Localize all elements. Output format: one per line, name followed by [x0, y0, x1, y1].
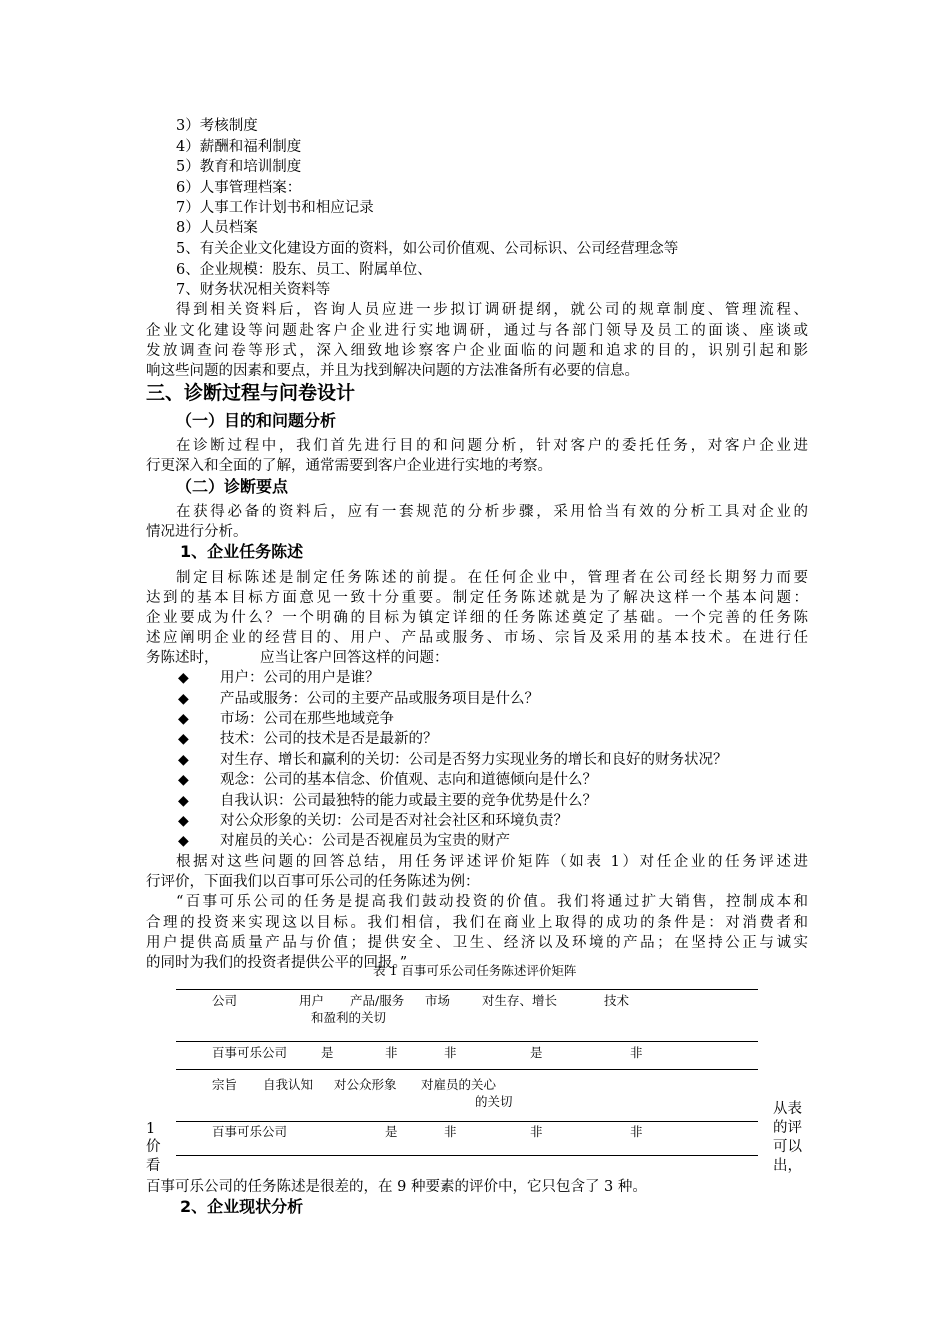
table-cell: 百事可乐公司	[212, 1124, 288, 1139]
table-header-cell: 技术	[604, 993, 630, 1008]
bullet-icon: ◆	[178, 670, 189, 686]
table-rule	[176, 1121, 758, 1122]
bullet-text: 自我认识：公司最独特的能力或最主要的竞争优势是什么？	[220, 793, 597, 809]
quote-line: 合理的投资来实现这以目标。我们相信，我们在商业上取得的成功的条件是：对消费者和	[146, 915, 808, 931]
table-header-cell: 的关切	[475, 1094, 513, 1109]
table-header-cell: 市场	[425, 993, 451, 1008]
table-header-cell: 对生存、增长	[482, 993, 558, 1008]
bullet-text: 观念：公司的基本信念、价值观、志向和道德倾向是什么？	[220, 772, 597, 788]
subsection-heading: （一）目的和问题分析	[176, 411, 337, 430]
table-cell: 是	[321, 1045, 334, 1060]
paragraph-line: 企业要成为什么？一个明确的目标为镇定详细的任务陈述奠定了基础。一个完善的任务陈	[146, 610, 808, 626]
paragraph-line: 企业文化建设等问题赴客户企业进行实地调研，通过与各部门领导及员工的面谈、座谈或	[146, 323, 808, 339]
paragraph-line: 务陈述时， 应当让客户回答这样的问题：	[146, 650, 449, 666]
bullet-text: 产品或服务：公司的主要产品或服务项目是什么？	[220, 691, 539, 707]
list-item: 5）教育和培训制度	[176, 159, 302, 175]
paragraph-line: 在诊断过程中，我们首先进行目的和问题分析，针对客户的委托任务，对客户企业进	[176, 438, 808, 454]
table-rule	[176, 1155, 758, 1156]
bullet-text: 对公众形象的关切：公司是否对社会社区和环境负责？	[220, 813, 568, 829]
list-item: 6）人事管理档案：	[176, 180, 302, 196]
bullet-icon: ◆	[178, 731, 189, 747]
quote-line: “百事可乐公司的任务是提高我们鼓动投资的价值。我们将通过扩大销售，控制成本和	[176, 894, 808, 910]
side-text-right: 从表	[773, 1101, 802, 1117]
table-header-cell: 产品/服务	[350, 993, 405, 1008]
subsection-heading: 1、企业任务陈述	[180, 542, 304, 561]
side-text-right: 可以	[773, 1139, 802, 1155]
side-text-left: 价	[146, 1139, 161, 1155]
table-cell: 是	[530, 1045, 543, 1060]
list-item: 8）人员档案	[176, 220, 258, 236]
bullet-icon: ◆	[178, 691, 189, 707]
paragraph-line: 响这些问题的因素和要点，并且为找到解决问题的方法准备所有必要的信息。	[146, 363, 639, 379]
paragraph-line: 情况进行分析。	[146, 524, 248, 540]
paragraph-line: 得到相关资料后，咨询人员应进一步拟订调研提纲，就公司的规章制度、管理流程、	[176, 302, 808, 318]
bullet-icon: ◆	[178, 772, 189, 788]
table-header-cell: 对雇员的关心	[421, 1077, 497, 1092]
table-header-cell: 公司	[212, 993, 238, 1008]
bullet-text: 用户：公司的用户是谁？	[220, 670, 380, 686]
paragraph-line: 在获得必备的资料后，应有一套规范的分析步骤，采用恰当有效的分析工具对企业的	[176, 504, 808, 520]
bullet-text: 对生存、增长和赢利的关切：公司是否努力实现业务的增长和良好的财务状况？	[220, 752, 728, 768]
bullet-icon: ◆	[178, 711, 189, 727]
list-item: 4）薪酬和福利制度	[176, 139, 302, 155]
paragraph-line: 发放调查问卷等形式，深入细致地诊察客户企业面临的问题和追求的目的，识别引起和影	[146, 343, 808, 359]
bullet-icon: ◆	[178, 793, 189, 809]
subsection-heading: 2、企业现状分析	[180, 1197, 304, 1216]
bullet-icon: ◆	[178, 833, 189, 849]
table-cell: 百事可乐公司	[212, 1045, 288, 1060]
list-item: 7）人事工作计划书和相应记录	[176, 200, 374, 216]
table-cell: 非	[530, 1124, 543, 1139]
bullet-icon: ◆	[178, 752, 189, 768]
conclusion-line: 百事可乐公司的任务陈述是很差的，在 9 种要素的评价中，它只包含了 3 种。	[146, 1179, 647, 1195]
paragraph-line: 行评价，下面我们以百事可乐公司的任务陈述为例：	[146, 874, 480, 890]
table-header-cell: 用户	[299, 993, 325, 1008]
table-cell: 非	[385, 1045, 398, 1060]
table-header-cell: 自我认知	[263, 1077, 314, 1092]
list-item: 6、企业规模：股东、员工、附属单位、	[176, 262, 432, 278]
table-rule	[176, 989, 758, 990]
subsection-heading: （二）诊断要点	[176, 477, 289, 496]
paragraph-line: 制定目标陈述是制定任务陈述的前提。在任何企业中，管理者在公司经长期努力而要	[176, 570, 808, 586]
table-rule	[176, 1041, 758, 1042]
list-item: 7、财务状况相关资料等	[176, 282, 331, 298]
quote-line: 用户提供高质量产品与价值；提供安全、卫生、经济以及环境的产品；在坚持公正与诚实	[146, 935, 808, 951]
side-text-left: 看	[146, 1158, 161, 1174]
table-cell: 非	[444, 1045, 457, 1060]
table-header-cell: 对公众形象	[334, 1077, 397, 1092]
list-item: 5、有关企业文化建设方面的资料，如公司价值观、公司标识、公司经营理念等	[176, 241, 679, 257]
table-header-cell: 宗旨	[212, 1077, 238, 1092]
bullet-text: 市场：公司在那些地域竞争	[220, 711, 394, 727]
paragraph-line: 达到的基本目标方面意见一致十分重要。制定任务陈述就是为了解决这样一个基本问题：	[146, 590, 808, 606]
section-heading: 三、诊断过程与问卷设计	[146, 382, 356, 404]
table-cell: 非	[630, 1124, 643, 1139]
paragraph-line: 述应阐明企业的经营目的、用户、产品或服务、市场、宗旨及采用的基本技术。在进行任	[146, 630, 808, 646]
bullet-text: 技术：公司的技术是否是最新的？	[220, 731, 438, 747]
paragraph-line: 根据对这些问题的回答总结，用任务评述评价矩阵（如表 1）对任企业的任务评述进	[176, 854, 808, 870]
table-cell: 非	[630, 1045, 643, 1060]
side-text-right: 出，	[773, 1158, 802, 1174]
table-header-cell: 和盈利的关切	[311, 1010, 387, 1025]
table-caption: 表 1 百事可乐公司任务陈述评价矩阵	[373, 963, 577, 978]
bullet-text: 对雇员的关心：公司是否视雇员为宝贵的财产	[220, 833, 510, 849]
bullet-icon: ◆	[178, 813, 189, 829]
quote-line: 的同时为我们的投资者提供公平的回报。”	[146, 955, 408, 971]
side-text-left: 1	[146, 1121, 156, 1137]
table-cell: 非	[444, 1124, 457, 1139]
list-item: 3）考核制度	[176, 118, 258, 134]
table-cell: 是	[385, 1124, 398, 1139]
paragraph-line: 行更深入和全面的了解，通常需要到客户企业进行实地的考察。	[146, 458, 552, 474]
table-rule	[176, 1069, 758, 1070]
side-text-right: 的评	[773, 1120, 802, 1136]
